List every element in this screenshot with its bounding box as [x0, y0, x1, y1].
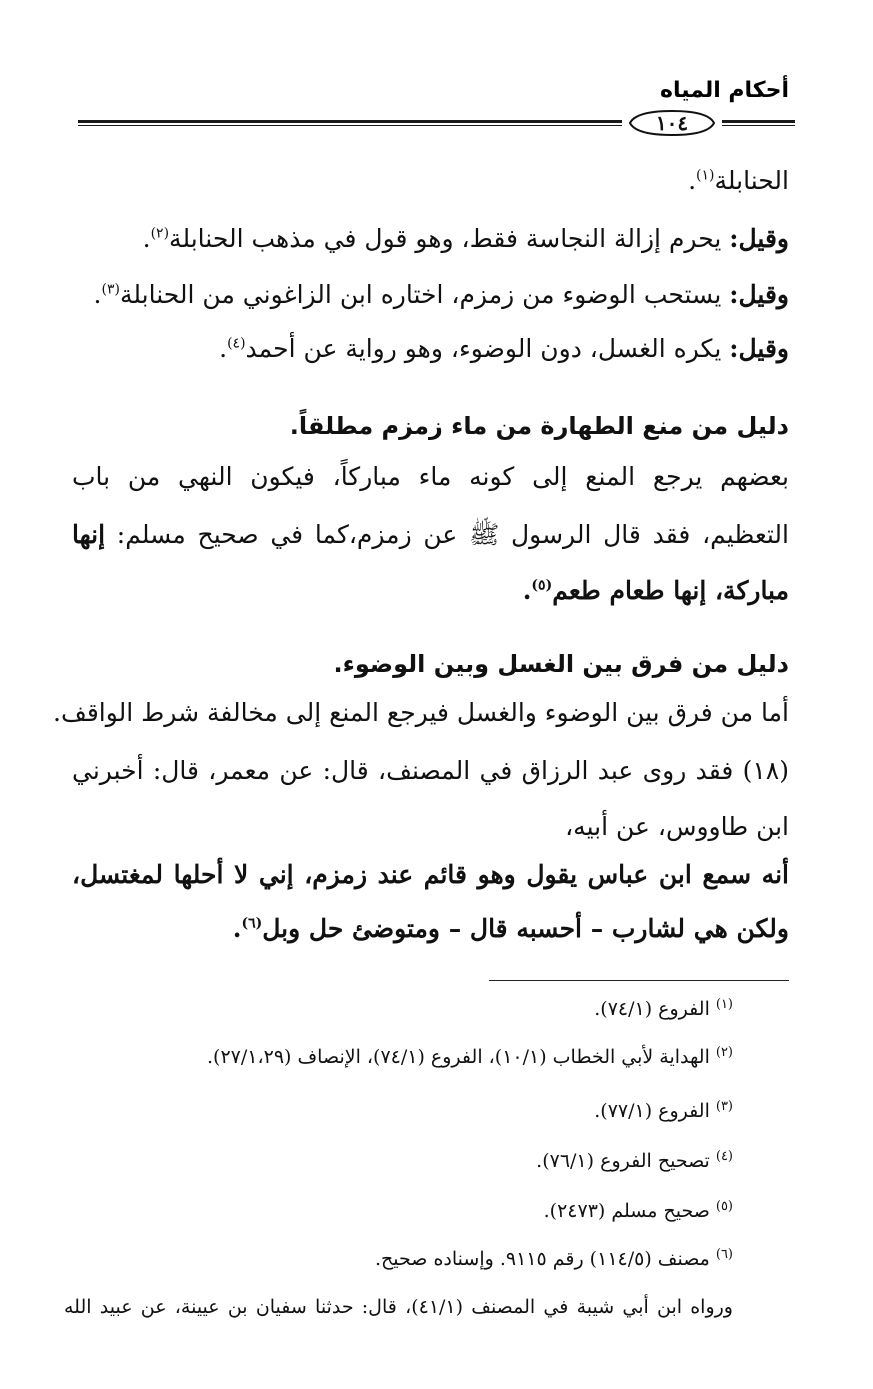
hadith-line-2-end: . [232, 914, 242, 943]
line-3-end: . [93, 280, 102, 309]
paragraph-2-line-1: أما من فرق بين الوضوء والغسل فيرجع المنع إلى مخالفة شرط الواقف. [53, 698, 789, 727]
text-line-3 [94, 278, 789, 312]
footnote-3-text: الفروع (٧٧/١). [594, 1100, 710, 1122]
paragraph-2-line-3: ابن طاووس، عن أبيه، [565, 812, 789, 841]
paragraph-1-line-3-end: . [522, 576, 532, 605]
footnote-ref-4: (٤) [227, 335, 246, 352]
line-3-text: يستحب الوضوء من زمزم، اختاره ابن الزاغوني من الحنابلة [119, 280, 730, 309]
line-4-end: . [219, 334, 228, 363]
footnote-2 [207, 1044, 733, 1070]
footnote-ref-6: (٦) [241, 915, 263, 932]
page-number: ١٠٤ [655, 111, 689, 135]
hadith-line-2 [233, 912, 789, 946]
footnote-separator [489, 980, 789, 981]
paragraph-1-line-3 [523, 574, 789, 608]
paragraph-2-line-2: (١٨) فقد روى عبد الرزاق في المصنف، قال: عن معمر، قال: أخبرني [72, 756, 789, 785]
paragraph-1-line-2 [72, 518, 789, 552]
footnote-5 [544, 1198, 733, 1224]
hadith-line-1: أنه سمع ابن عباس يقول وهو قائم عند زمزم، إني لا أحلها لمغتسل، [72, 860, 789, 889]
footnote-1-mark: (١) [715, 996, 733, 1012]
line-3-lead: وقيل: [729, 280, 789, 309]
footnote-3 [594, 1098, 733, 1124]
running-title: أحكام المياه [659, 78, 789, 103]
footnote-ref-5: (٥) [531, 577, 553, 594]
footnote-ref-3: (٣) [101, 281, 120, 298]
line-1-end: . [688, 166, 697, 195]
text-line-1 [688, 164, 789, 198]
text-line-2 [143, 222, 789, 256]
paragraph-1-line-2-bold: إنها [72, 520, 106, 549]
line-4-lead: وقيل: [729, 334, 789, 363]
footnote-6-mark: (٦) [715, 1246, 733, 1262]
hadith-line-2-text: ولكن هي لشارب – أحسبه قال – ومتوضئ حل وبل [262, 914, 789, 943]
footnote-4-mark: (٤) [715, 1148, 733, 1164]
line-1-text: الحنابلة [714, 166, 789, 195]
footnote-4 [536, 1148, 733, 1174]
line-2-end: . [142, 224, 151, 253]
footnote-4-text: تصحيح الفروع (٧٦/١). [536, 1150, 710, 1172]
page-number-frame [622, 108, 722, 138]
line-2-lead: وقيل: [729, 224, 789, 253]
footnote-1 [594, 996, 733, 1022]
footnote-2-text: الهداية لأبي الخطاب (١٠/١)، الفروع (٧٤/١)، الإنصاف (٢٧/١،٢٩). [207, 1046, 710, 1068]
footnote-5-mark: (٥) [715, 1198, 733, 1214]
paragraph-1-line-2-text: التعظيم، فقد قال الرسول ﷺ عن زمزم،كما في صحيح مسلم: [105, 520, 789, 549]
footnote-2-mark: (٢) [715, 1044, 733, 1060]
section-heading-2: دليل من فرق بين الغسل وبين الوضوء. [333, 650, 789, 678]
footnote-1-text: الفروع (٧٤/١). [594, 998, 710, 1020]
footnote-3-mark: (٣) [715, 1098, 733, 1114]
footnote-5-text: صحيح مسلم (٢٤٧٣). [543, 1200, 710, 1222]
section-heading-1: دليل من منع الطهارة من ماء زمزم مطلقاً. [289, 412, 789, 440]
footnote-6-continuation: ورواه ابن أبي شيبة في المصنف (٤١/١)، قال: حدثنا سفيان بن عيينة، عن عبيد الله [64, 1296, 733, 1318]
paragraph-1-line-3-text: مباركة، إنها طعام طعم [552, 576, 789, 605]
footnote-6-text: مصنف (١١٤/٥) رقم ٩١١٥. وإسناده صحيح. [375, 1248, 710, 1270]
line-2-text: يحرم إزالة النجاسة فقط، وهو قول في مذهب الحنابلة [169, 224, 730, 253]
paragraph-1-line-1: بعضهم يرجع المنع إلى كونه ماء مباركاً، فيكون النهي من باب [72, 462, 789, 491]
footnote-6 [375, 1246, 733, 1272]
footnote-ref-1: (١) [696, 167, 715, 184]
text-line-4 [219, 332, 789, 366]
footnote-ref-2: (٢) [150, 225, 170, 242]
line-4-text: يكره الغسل، دون الوضوء، وهو رواية عن أحمد [245, 334, 730, 363]
